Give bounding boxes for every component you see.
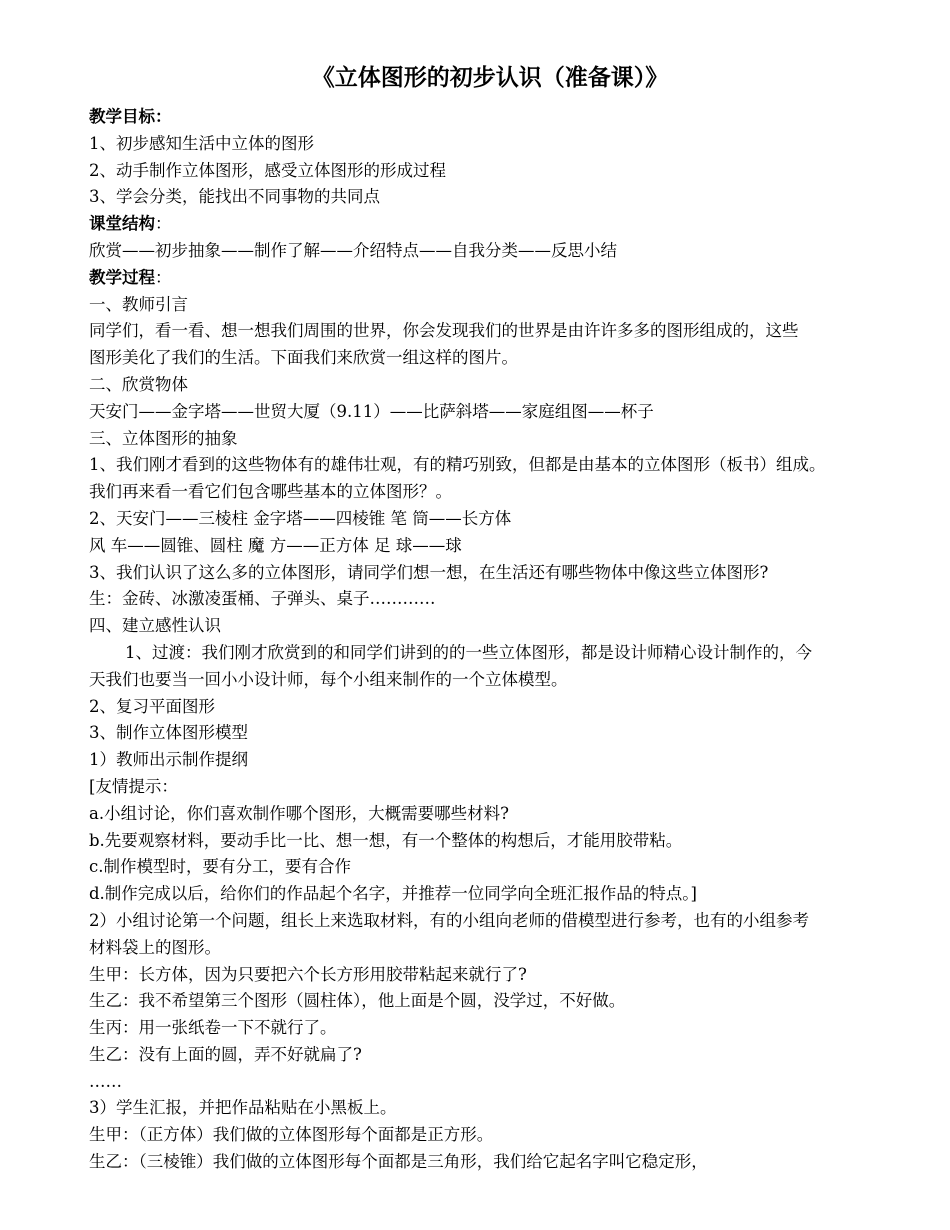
text-line: b.先要观察材料，要动手比一比、想一想，有一个整体的构想后，才能用胶带粘。: [89, 830, 683, 850]
text-line: c.制作模型时，要有分工，要有合作: [89, 857, 351, 877]
text-line: [89, 265, 919, 292]
text-line: 生乙：没有上面的圆，弄不好就扁了?: [89, 1044, 362, 1064]
text-line: 天安门——金字塔——世贸大厦（9.11）——比萨斜塔——家庭组图——杯子: [89, 401, 654, 421]
text-line: 1、我们刚才看到的这些物体有的雄伟壮观，有的精巧别致，但都是由基本的立体图形（板书）组成。: [89, 455, 826, 475]
text-line: 生甲：（正方体）我们做的立体图形每个面都是正方形。: [89, 1125, 494, 1145]
section-heading-colon: ：: [155, 267, 172, 287]
section-heading-colon: ：: [155, 214, 172, 234]
text-line: 我们再来看一看它们包含哪些基本的立体图形？。: [89, 482, 452, 502]
text-line: 3、学会分类，能找出不同事物的共同点: [89, 187, 380, 207]
text-line: ……: [89, 1071, 122, 1091]
text-line: 3）学生汇报，并把作品粘贴在小黑板上。: [89, 1098, 397, 1118]
text-line: 材料袋上的图形。: [89, 937, 221, 957]
text-line: [友情提示：: [89, 776, 178, 796]
text-line: 一、教师引言: [89, 294, 188, 314]
text-line: 1、初步感知生活中立体的图形: [89, 133, 314, 153]
text-line: 同学们，看一看、想一想我们周围的世界，你会发现我们的世界是由许许多多的图形组成的，这些: [89, 321, 799, 341]
text-line: 1、过渡：我们刚才欣赏到的和同学们讲到的的一些立体图形，都是设计师精心设计制作的，今: [125, 642, 812, 662]
text-line: [89, 211, 919, 238]
text-line: 二、欣赏物体: [89, 374, 188, 394]
text-line: 3、我们认识了这么多的立体图形，请同学们想一想，在生活还有哪些物体中像这些立体图形?: [89, 562, 769, 582]
text-line: 四、建立感性认识: [89, 616, 221, 636]
document-body: [89, 104, 919, 1176]
text-line: 天我们也要当一回小小设计师，每个小组来制作的一个立体模型。: [89, 669, 568, 689]
text-line: d.制作完成以后，给你们的作品起个名字，并推荐一位同学向全班汇报作品的特点。]: [89, 884, 697, 904]
text-line: 1）教师出示制作提纲: [89, 750, 248, 770]
document-title: 《立体图形的初步认识（准备课）》: [311, 64, 669, 91]
text-line: 欣赏——初步抽象——制作了解——介绍特点——自我分类——反思小结: [89, 240, 617, 260]
text-line: 生乙：我不希望第三个图形（圆柱体），他上面是个圆，没学过，不好做。: [89, 991, 626, 1011]
text-line: 2）小组讨论第一个问题，组长上来选取材料，有的小组向老师的借模型进行参考，也有的小组参考: [89, 910, 809, 930]
text-line: 生丙：用一张纸卷一下不就行了。: [89, 1018, 337, 1038]
section-heading: 教学过程: [89, 267, 155, 287]
text-line: 教学目标：: [89, 107, 172, 126]
text-line: 3、制作立体图形模型: [89, 723, 248, 743]
section-heading: 课堂结构: [89, 214, 155, 234]
text-line: 2、动手制作立体图形，感受立体图形的形成过程: [89, 160, 446, 180]
text-line: 图形美化了我们的生活。下面我们来欣赏一组这样的图片。: [89, 348, 518, 368]
text-line: a.小组讨论，你们喜欢制作哪个图形，大概需要哪些材料?: [89, 803, 509, 823]
text-line: 三、立体图形的抽象: [89, 428, 238, 448]
text-line: 风 车——圆锥、圆柱 魔 方——正方体 足 球——球: [89, 535, 462, 555]
text-line: 生：金砖、冰激凌蛋桶、子弹头、桌子…………: [89, 589, 436, 609]
text-line: 2、复习平面图形: [89, 696, 215, 716]
text-line: 生乙：（三棱锥）我们做的立体图形每个面都是三角形，我们给它起名字叫它稳定形，: [89, 1152, 708, 1172]
text-line: 生甲：长方体，因为只要把六个长方形用胶带粘起来就行了?: [89, 964, 527, 984]
text-line: 2、天安门——三棱柱 金字塔——四棱锥 笔 筒——长方体: [89, 508, 512, 528]
